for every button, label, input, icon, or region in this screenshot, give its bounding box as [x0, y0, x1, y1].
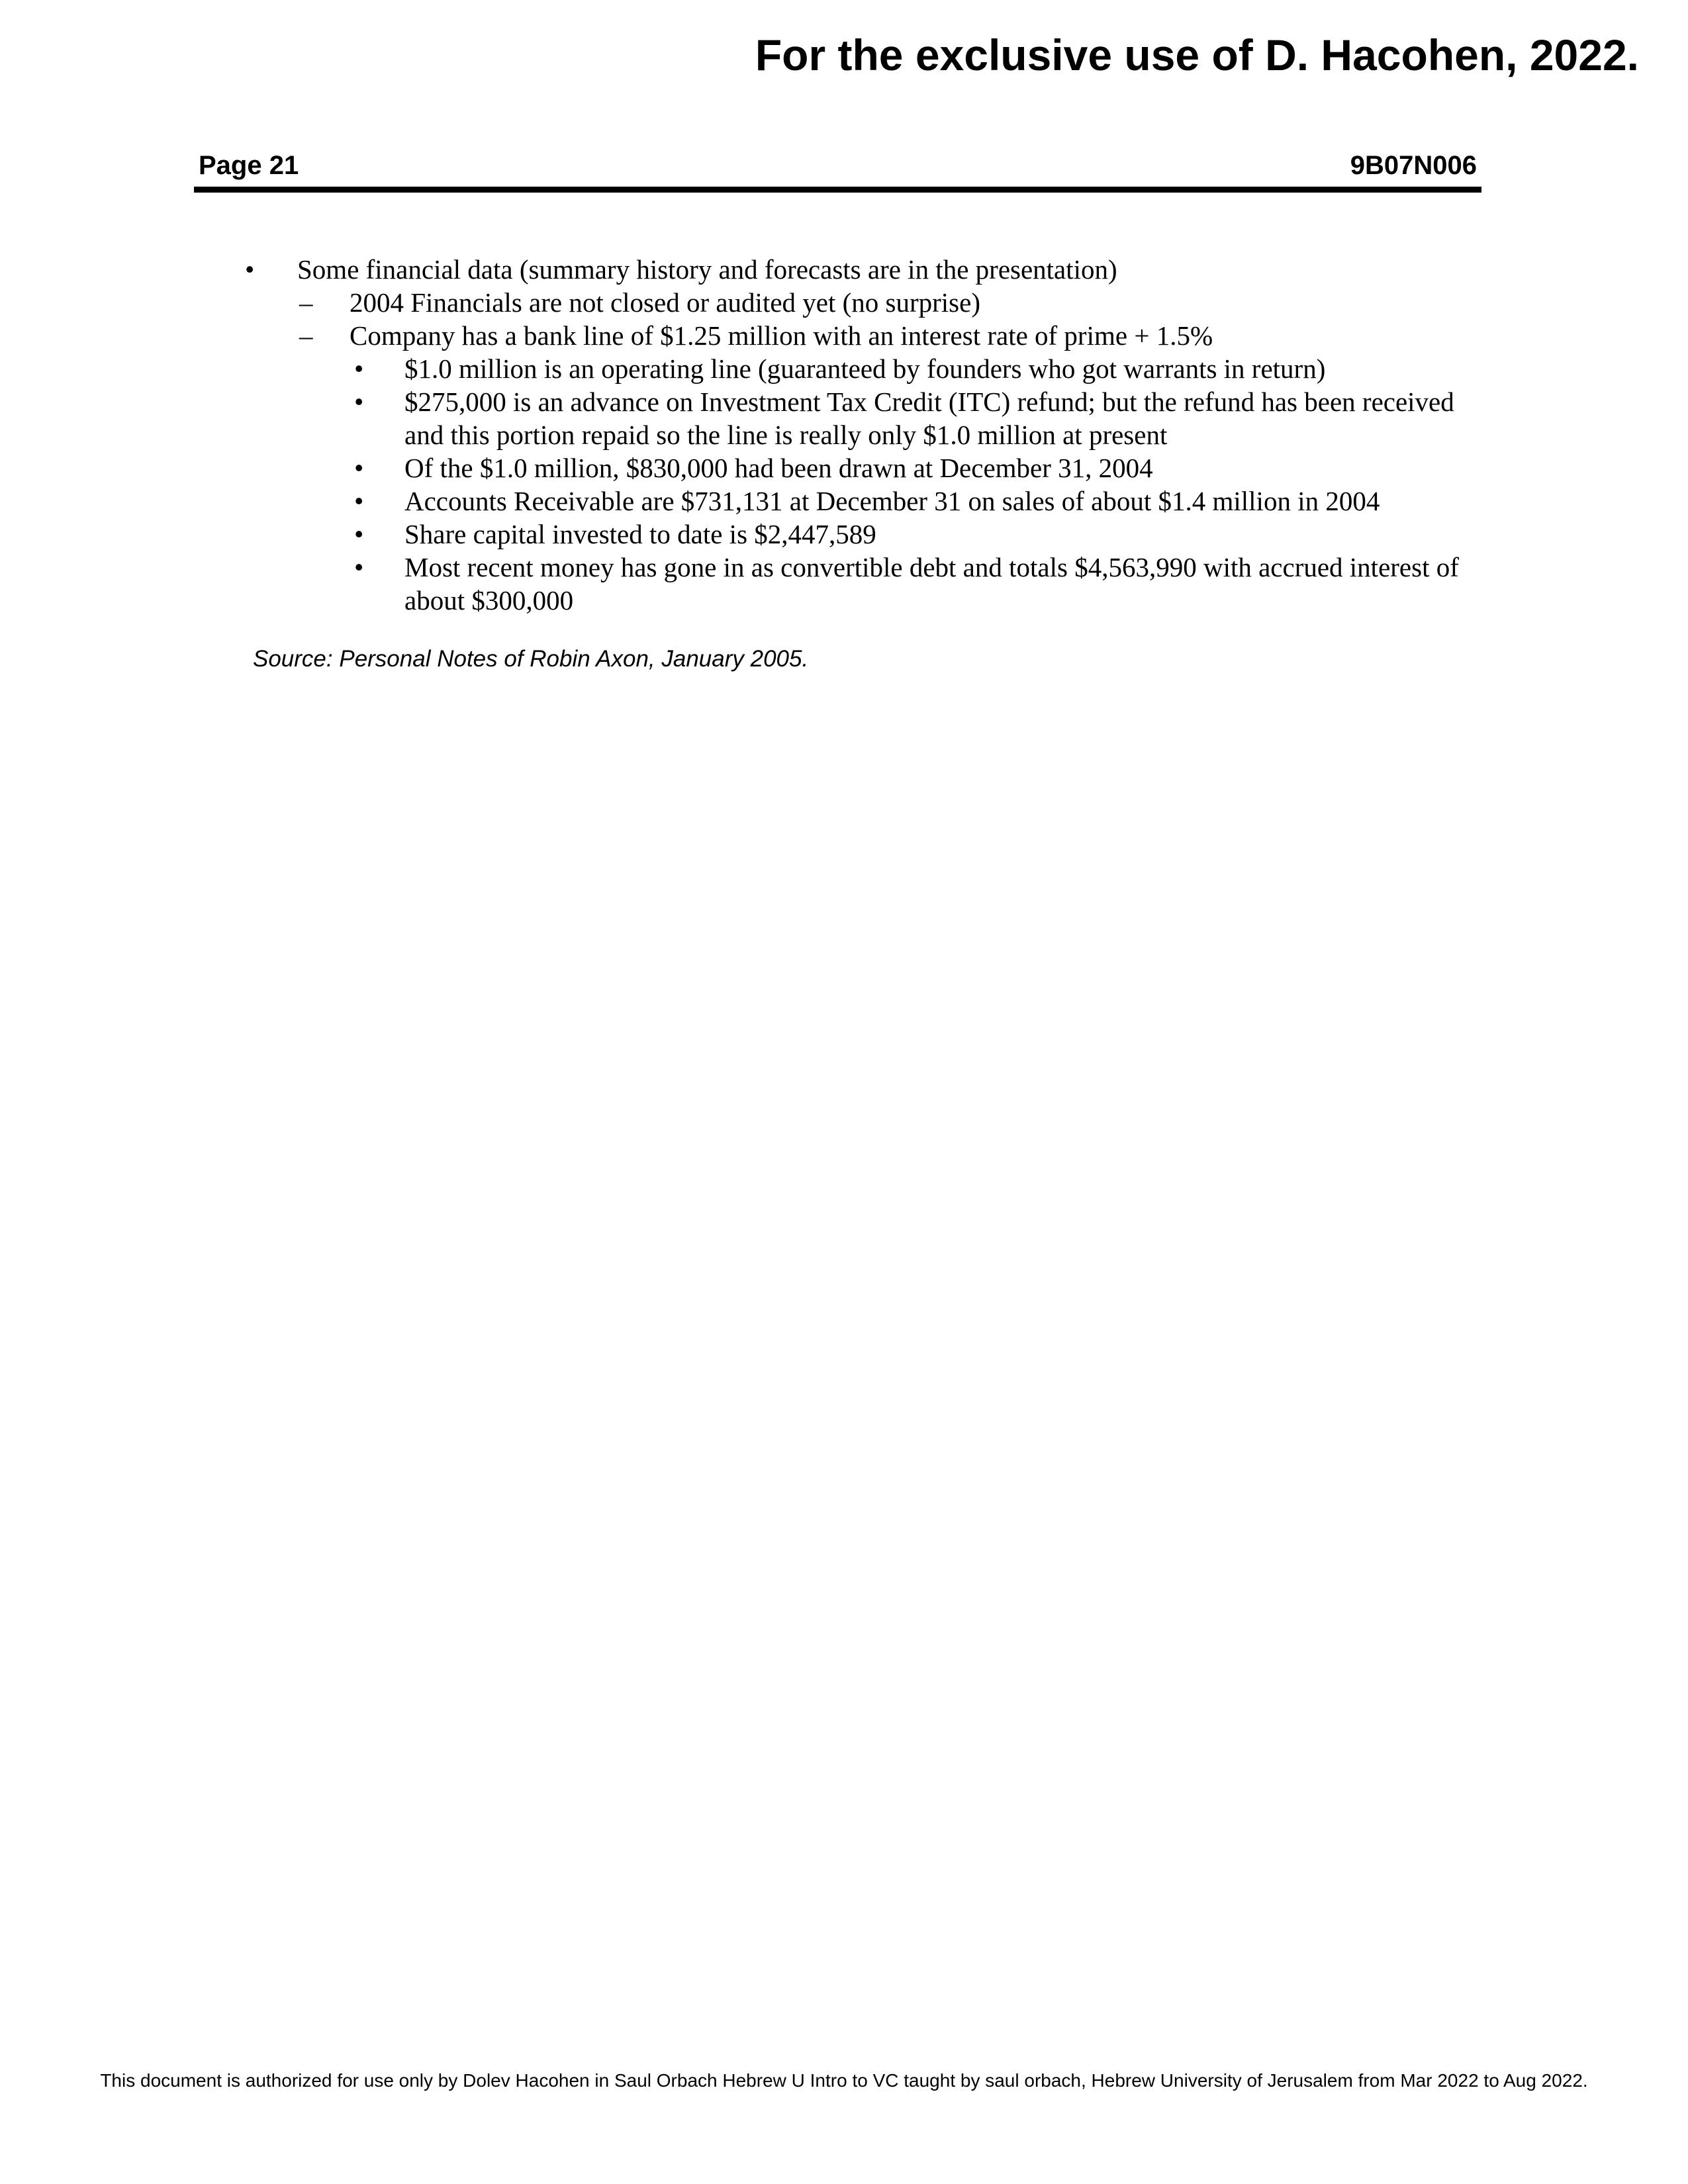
list-item-text: Share capital invested to date is $2,447,589	[404, 519, 876, 549]
list-item-text: 2004 Financials are not closed or audited yet (no surprise)	[350, 287, 980, 318]
list-item	[245, 484, 1483, 518]
notes-list	[245, 253, 1483, 617]
dash-marker: –	[299, 287, 313, 318]
dash-marker: –	[299, 320, 313, 351]
list-item-text: Of the $1.0 million, $830,000 had been drawn at December 31, 2004	[404, 453, 1153, 483]
bullet-marker: •	[354, 387, 364, 417]
bullet-marker: •	[354, 353, 364, 384]
list-item	[245, 451, 1483, 484]
authorization-footer: This document is authorized for use only by Dolev Hacohen in Saul Orbach Hebrew U Intro to VC taught by saul orbach, Hebrew University of Jerusalem from Mar 2022 to Aug 2022.	[100, 2070, 1588, 2091]
source-note: Source: Personal Notes of Robin Axon, January 2005.	[253, 646, 809, 672]
list-item-text: $275,000 is an advance on Investment Tax Credit (ITC) refund; but the refund has been received and this portion repaid so the line is really only $1.0 million at present	[404, 387, 1454, 450]
page-number: Page 21	[199, 151, 299, 180]
list-item-text: $1.0 million is an operating line (guaranteed by founders who got warrants in return)	[404, 353, 1326, 384]
bullet-marker: •	[245, 254, 255, 285]
list-item-text: Most recent money has gone in as convertible debt and totals $4,563,990 with accrued interest of about $300,000	[404, 552, 1459, 615]
list-item	[245, 385, 1483, 451]
page-header	[194, 146, 1481, 193]
bullet-marker: •	[354, 552, 364, 582]
list-item	[245, 286, 1483, 319]
list-item	[245, 253, 1483, 286]
bullet-marker: •	[354, 486, 364, 516]
list-item-text: Company has a bank line of $1.25 million with an interest rate of prime + 1.5%	[350, 320, 1213, 351]
bullet-marker: •	[354, 453, 364, 483]
list-item-text: Some financial data (summary history and forecasts are in the presentation)	[297, 254, 1117, 285]
watermark-text: For the exclusive use of D. Hacohen, 2022.	[755, 30, 1639, 79]
bullet-marker: •	[354, 519, 364, 549]
list-item	[245, 352, 1483, 385]
list-item	[245, 518, 1483, 551]
list-item	[245, 319, 1483, 352]
list-item	[245, 551, 1483, 617]
case-code: 9B07N006	[1350, 151, 1477, 180]
list-item-text: Accounts Receivable are $731,131 at December 31 on sales of about $1.4 million in 2004	[404, 486, 1380, 516]
